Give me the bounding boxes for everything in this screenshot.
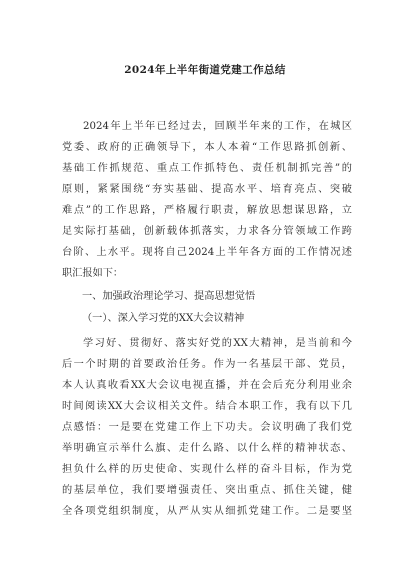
paragraph-line: 担负什么样的历史使命、实现什么样的奋斗目标，作为党: [62, 464, 352, 475]
paragraph-line: 时间阅读XX大会议相关文件。结合本职工作，我有以下几: [62, 401, 352, 412]
subsection-heading: （一）、深入学习党的XX大会议精神: [82, 313, 245, 324]
paragraph-line: 全各项党组织制度，从严从实从细抓党建工作。二是要坚: [62, 506, 352, 517]
paragraph-line: 党委、政府的正确领导下，本人本着“工作思路抓创新、: [62, 142, 352, 153]
paragraph-line: 点感悟：一是要在党建工作上下功夫。会议明确了我们党: [62, 422, 352, 433]
paragraph-line: 的基层单位，我们要增强责任、突出重点、抓住关键，健: [62, 485, 352, 496]
section-heading: 一、加强政治理论学习、提高思想觉悟: [82, 291, 256, 302]
paragraph-line: 足实际打基础，创新载体抓落实，力求各分管领域工作跨: [62, 226, 352, 237]
paragraph-line: 职汇报如下：: [62, 268, 124, 279]
paragraph-line: 台阶、上水平。现将自己2024上半年各方面的工作情况述: [62, 247, 352, 258]
document-title: 2024年上半年街道党建工作总结: [124, 64, 286, 76]
paragraph-line: 原则，紧紧围绕“夯实基础、提高水平、培育亮点、突破: [62, 184, 352, 195]
paragraph-line: 难点”的工作思路，严格履行职责，解放思想谋思路，立: [62, 205, 352, 216]
paragraph-line: 2024年上半年已经过去，回顾半年来的工作，在城区: [83, 121, 352, 132]
paragraph-line: 学习好、贯彻好、落实好党的XX大精神，是当前和今: [83, 338, 352, 349]
paragraph-line: 举明确宣示举什么旗、走什么路、以什么样的精神状态、: [62, 443, 352, 454]
paragraph-line: 本人认真收看XX大会议电视直播，并在会后充分利用业余: [62, 380, 352, 391]
paragraph-line: 后一个时期的首要政治任务。作为一名基层干部、党员，: [62, 359, 352, 370]
paragraph-line: 基础工作抓规范、重点工作抓特色、责任机制抓完善”的: [62, 163, 352, 174]
